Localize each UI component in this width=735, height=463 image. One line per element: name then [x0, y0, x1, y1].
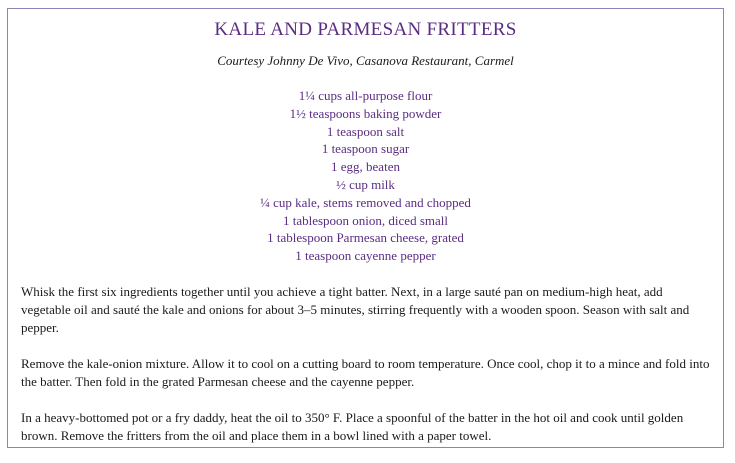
- ingredient-list: [8, 87, 723, 265]
- ingredient-item: 1 tablespoon Parmesan cheese, grated: [267, 230, 464, 246]
- ingredient-item: 1 teaspoon salt: [326, 123, 405, 139]
- recipe-card: [7, 8, 724, 448]
- instruction-paragraph: Whisk the first six ingredients together until you achieve a tight batter. Next, in a large sauté pan on medium-high heat, add vegetable oil and sauté the kale and onions for about 3–5 minutes, stirring frequently with a wooden spoon. Season with salt and pepper.: [21, 284, 690, 335]
- instructions: [21, 283, 713, 463]
- recipe-title: KALE AND PARMESAN FRITTERS: [214, 19, 517, 40]
- ingredient-item: 1 teaspoon sugar: [321, 141, 410, 157]
- instruction-paragraph: Remove the kale-onion mixture. Allow it to cool on a cutting board to room temperature. Once cool, chop it to a mince and fold into the batter. Then fold in the grated Parmesan cheese and the cayenne pepper.: [21, 356, 710, 389]
- instruction-paragraph: In a heavy-bottomed pot or a fry daddy, heat the oil to 350° F. Place a spoonful of the batter in the hot oil and cook until golden brown. Remove the fritters from the oil and place them in a bowl lined with a paper towel.: [21, 410, 684, 443]
- recipe-credit: Courtesy Johnny De Vivo, Casanova Restaurant, Carmel: [217, 53, 514, 68]
- ingredient-item: ½ cup milk: [336, 176, 395, 192]
- ingredient-item: 1 tablespoon onion, diced small: [282, 212, 448, 228]
- ingredient-item: 1 egg, beaten: [331, 159, 400, 175]
- ingredient-item: ¼ cup kale, stems removed and chopped: [260, 194, 471, 210]
- ingredient-item: 1 teaspoon cayenne pepper: [295, 248, 436, 264]
- ingredient-item: 1¼ cups all-purpose flour: [298, 88, 433, 103]
- ingredient-item: 1½ teaspoons baking powder: [289, 105, 442, 121]
